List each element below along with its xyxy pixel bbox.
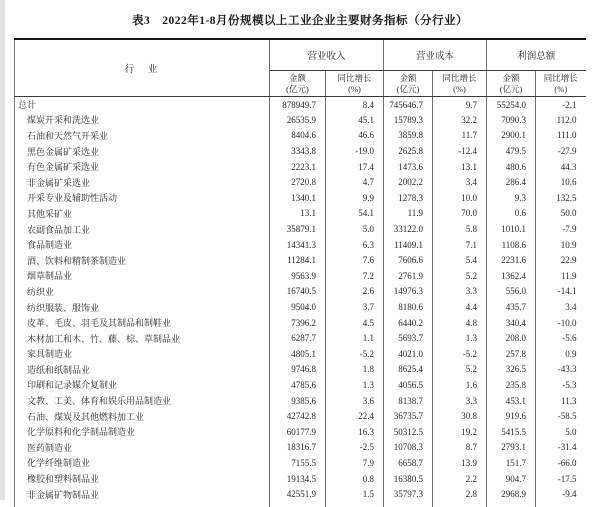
- table-row: [15, 268, 586, 284]
- value-cell: -31.4: [536, 440, 586, 456]
- value-cell: -2.5: [326, 440, 384, 456]
- value-cell: 904.7: [487, 471, 536, 487]
- value-cell: 54.1: [326, 206, 384, 222]
- value-cell: 453.1: [487, 393, 536, 409]
- value-cell: 11.9: [536, 268, 586, 284]
- value-cell: 1.8: [326, 362, 384, 378]
- value-cell: 1.3: [433, 330, 487, 346]
- value-cell: 8.7: [433, 440, 487, 456]
- value-cell: 6287.7: [270, 330, 326, 346]
- value-cell: -7.9: [536, 221, 586, 237]
- table-row: [15, 174, 586, 190]
- subheader-profit-growth: [536, 71, 586, 97]
- value-cell: [326, 502, 384, 507]
- value-cell: 0.8: [326, 471, 384, 487]
- value-cell: 19134.5: [270, 471, 326, 487]
- table-row: [15, 299, 586, 315]
- industry-label: 文教、工美、体育和娱乐用品制造业: [15, 393, 270, 409]
- industry-label: 家具制造业: [15, 346, 270, 362]
- value-cell: 8625.4: [384, 362, 433, 378]
- subheader-line: 金额: [502, 72, 520, 83]
- table-row: [15, 471, 586, 487]
- value-cell: 3.4: [536, 299, 586, 315]
- value-cell: 556.0: [487, 284, 536, 300]
- value-cell: 8404.6: [270, 128, 326, 144]
- value-cell: 9.7: [433, 97, 487, 113]
- table-row: [15, 377, 586, 393]
- value-cell: 55254.0: [487, 97, 536, 113]
- value-cell: [433, 502, 487, 507]
- value-cell: 7396.2: [270, 315, 326, 331]
- value-cell: 2625.8: [384, 143, 433, 159]
- subheader-line: 同比增长: [337, 72, 372, 83]
- value-cell: 5.8: [433, 221, 487, 237]
- value-cell: 5.2: [433, 268, 487, 284]
- value-cell: 4021.0: [384, 346, 433, 362]
- value-cell: 8.4: [326, 97, 384, 113]
- table-row: [15, 408, 586, 424]
- value-cell: 9385.6: [270, 393, 326, 409]
- value-cell: 3.3: [433, 393, 487, 409]
- value-cell: 14976.3: [384, 284, 433, 300]
- value-cell: 2968.9: [487, 486, 536, 502]
- value-cell: -5.3: [536, 377, 586, 393]
- industry-label: [15, 502, 270, 507]
- table-header: [15, 39, 586, 97]
- subheader-cost-growth: [433, 71, 487, 97]
- value-cell: 9563.9: [270, 268, 326, 284]
- value-cell: 42551.9: [270, 486, 326, 502]
- value-cell: -5.2: [433, 346, 487, 362]
- value-cell: 4056.5: [384, 377, 433, 393]
- value-cell: 1473.6: [384, 159, 433, 175]
- industry-label: 食品制造业: [15, 237, 270, 253]
- value-cell: -9.4: [536, 486, 586, 502]
- table-row: [15, 112, 586, 128]
- value-cell: -14.1: [536, 284, 586, 300]
- value-cell: 745646.7: [384, 97, 433, 113]
- value-cell: [487, 502, 536, 507]
- table-row: [15, 424, 586, 440]
- value-cell: 3.7: [326, 299, 384, 315]
- value-cell: 26535.9: [270, 112, 326, 128]
- value-cell: 7.1: [433, 237, 487, 253]
- value-cell: 0.6: [487, 206, 536, 222]
- value-cell: 1.3: [326, 377, 384, 393]
- value-cell: 13.1: [270, 206, 326, 222]
- value-cell: -5.6: [536, 330, 586, 346]
- value-cell: 4805.1: [270, 346, 326, 362]
- value-cell: 2720.8: [270, 174, 326, 190]
- value-cell: 5693.7: [384, 330, 433, 346]
- value-cell: 1.5: [326, 486, 384, 502]
- value-cell: 0.9: [536, 346, 586, 362]
- value-cell: 50.0: [536, 206, 586, 222]
- value-cell: 3.3: [433, 284, 487, 300]
- value-cell: 878949.7: [270, 97, 326, 113]
- industry-label: 化学原料和化学制品制造业: [15, 424, 270, 440]
- value-cell: 11.9: [384, 206, 433, 222]
- page-edge-strip: [0, 0, 5, 500]
- subheader-cost-amount: [384, 71, 433, 97]
- value-cell: 36735.7: [384, 408, 433, 424]
- industry-label: 有色金属矿采选业: [15, 159, 270, 175]
- value-cell: 151.7: [487, 455, 536, 471]
- subheader-line: 同比增长: [543, 72, 578, 83]
- table-row: [15, 159, 586, 175]
- value-cell: -12.4: [433, 143, 487, 159]
- industry-label: 造纸和纸制品业: [15, 362, 270, 378]
- value-cell: 6658.7: [384, 455, 433, 471]
- value-cell: 235.8: [487, 377, 536, 393]
- value-cell: 1.1: [326, 330, 384, 346]
- industry-label: 农副食品加工业: [15, 221, 270, 237]
- value-cell: 5415.5: [487, 424, 536, 440]
- value-cell: -66.0: [536, 455, 586, 471]
- value-cell: 60177.9: [270, 424, 326, 440]
- value-cell: 9746.8: [270, 362, 326, 378]
- table-row: [15, 502, 586, 507]
- value-cell: 1362.4: [487, 268, 536, 284]
- value-cell: -43.3: [536, 362, 586, 378]
- value-cell: 3343.8: [270, 143, 326, 159]
- page-title: 表3 2022年1-8月份规模以上工业企业主要财务指标（分行业）: [131, 15, 469, 27]
- value-cell: 16380.5: [384, 471, 433, 487]
- value-cell: -5.2: [326, 346, 384, 362]
- value-cell: [270, 502, 326, 507]
- value-cell: 2761.9: [384, 268, 433, 284]
- value-cell: 18316.7: [270, 440, 326, 456]
- value-cell: 480.6: [487, 159, 536, 175]
- value-cell: 2002.2: [384, 174, 433, 190]
- industry-label: 非金属矿采选业: [15, 174, 270, 190]
- value-cell: 7090.3: [487, 112, 536, 128]
- table-row: [15, 362, 586, 378]
- value-cell: 10.9: [536, 237, 586, 253]
- table-row: [15, 284, 586, 300]
- column-group-operating-cost: 营业成本: [384, 39, 487, 71]
- value-cell: 4.4: [433, 299, 487, 315]
- industry-label: 煤炭开采和洗选业: [15, 112, 270, 128]
- industry-label: 纺织服装、服饰业: [15, 299, 270, 315]
- value-cell: 11.7: [433, 128, 487, 144]
- subheader-line: (亿元): [499, 83, 523, 94]
- value-cell: 2223.1: [270, 159, 326, 175]
- value-cell: 5.4: [433, 252, 487, 268]
- subheader-revenue-amount: [270, 71, 326, 97]
- value-cell: 35797.3: [384, 486, 433, 502]
- industry-label: 纺织业: [15, 284, 270, 300]
- table-row: [15, 330, 586, 346]
- value-cell: -17.5: [536, 471, 586, 487]
- industry-label: 石油、煤炭及其他燃料加工业: [15, 408, 270, 424]
- value-cell: 7155.5: [270, 455, 326, 471]
- subheader-revenue-growth: [326, 71, 384, 97]
- subheader-line: (%): [348, 83, 361, 94]
- value-cell: 6.3: [326, 237, 384, 253]
- column-group-operating-revenue: 营业收入: [270, 39, 384, 71]
- value-cell: 4.7: [326, 174, 384, 190]
- table-row: [15, 143, 586, 159]
- value-cell: 1108.6: [487, 237, 536, 253]
- value-cell: 919.6: [487, 408, 536, 424]
- value-cell: 4.8: [433, 315, 487, 331]
- value-cell: 50312.5: [384, 424, 433, 440]
- industry-label: 医药制造业: [15, 440, 270, 456]
- table-row: [15, 393, 586, 409]
- value-cell: 16740.5: [270, 284, 326, 300]
- table-row: [15, 221, 586, 237]
- value-cell: [384, 502, 433, 507]
- subheader-line: (%): [554, 83, 568, 94]
- industry-label: 木材加工和木、竹、藤、棕、草制品业: [15, 330, 270, 346]
- value-cell: 35879.1: [270, 221, 326, 237]
- value-cell: 435.7: [487, 299, 536, 315]
- value-cell: 5.0: [536, 424, 586, 440]
- value-cell: 2900.1: [487, 128, 536, 144]
- value-cell: 46.6: [326, 128, 384, 144]
- value-cell: 2.2: [433, 471, 487, 487]
- column-group-total-profit: 利润总额: [487, 39, 586, 71]
- value-cell: -58.5: [536, 408, 586, 424]
- subheader-line: 金额: [399, 72, 417, 83]
- table-row: [15, 190, 586, 206]
- value-cell: 132.5: [536, 190, 586, 206]
- industry-label: 黑色金属矿采选业: [15, 143, 270, 159]
- value-cell: 14341.3: [270, 237, 326, 253]
- table-body: [15, 97, 586, 507]
- value-cell: 44.3: [536, 159, 586, 175]
- industry-label: 皮革、毛皮、羽毛及其制品和制鞋业: [15, 315, 270, 331]
- table-row: [15, 128, 586, 144]
- value-cell: -19.0: [326, 143, 384, 159]
- value-cell: 2793.1: [487, 440, 536, 456]
- value-cell: 286.4: [487, 174, 536, 190]
- table-row: [15, 440, 586, 456]
- title-bar: [0, 0, 600, 38]
- value-cell: 326.5: [487, 362, 536, 378]
- column-header-industry: 行 业: [15, 39, 270, 97]
- value-cell: 10708.3: [384, 440, 433, 456]
- value-cell: 15789.3: [384, 112, 433, 128]
- industry-label: 酒、饮料和精制茶制造业: [15, 252, 270, 268]
- table-row: [15, 455, 586, 471]
- value-cell: 7.9: [326, 455, 384, 471]
- table-row: [15, 97, 586, 113]
- value-cell: 3.6: [326, 393, 384, 409]
- value-cell: 8180.6: [384, 299, 433, 315]
- value-cell: 1278.3: [384, 190, 433, 206]
- table-row: [15, 237, 586, 253]
- value-cell: 8138.7: [384, 393, 433, 409]
- value-cell: 7.2: [326, 268, 384, 284]
- subheader-line: 同比增长: [442, 72, 477, 83]
- value-cell: 4785.6: [270, 377, 326, 393]
- industry-label: 橡胶和塑料制品业: [15, 471, 270, 487]
- value-cell: 33122.0: [384, 221, 433, 237]
- table-row: [15, 346, 586, 362]
- industry-label: 其他采矿业: [15, 206, 270, 222]
- table-row: [15, 206, 586, 222]
- value-cell: 32.2: [433, 112, 487, 128]
- value-cell: 5.2: [433, 362, 487, 378]
- value-cell: 70.0: [433, 206, 487, 222]
- value-cell: 13.1: [433, 159, 487, 175]
- subheader-line: (亿元): [396, 83, 420, 94]
- value-cell: 340.4: [487, 315, 536, 331]
- value-cell: 2.6: [326, 284, 384, 300]
- value-cell: 45.1: [326, 112, 384, 128]
- value-cell: [536, 502, 586, 507]
- value-cell: -10.0: [536, 315, 586, 331]
- industry-label: 总计: [15, 97, 270, 113]
- value-cell: 2231.6: [487, 252, 536, 268]
- subheader-line: 金额: [288, 72, 306, 83]
- industry-label: 印刷和记录媒介复制业: [15, 377, 270, 393]
- industry-label: 非金属矿物制品业: [15, 486, 270, 502]
- value-cell: 19.2: [433, 424, 487, 440]
- value-cell: 22.4: [326, 408, 384, 424]
- value-cell: 1.6: [433, 377, 487, 393]
- value-cell: 11409.1: [384, 237, 433, 253]
- value-cell: 7606.6: [384, 252, 433, 268]
- industry-label: 开采专业及辅助性活动: [15, 190, 270, 206]
- value-cell: 6440.2: [384, 315, 433, 331]
- value-cell: 30.8: [433, 408, 487, 424]
- financial-indicators-table: [14, 38, 586, 507]
- value-cell: 5.0: [326, 221, 384, 237]
- industry-label: 石油和天然气开采业: [15, 128, 270, 144]
- value-cell: 3.4: [433, 174, 487, 190]
- subheader-profit-amount: [487, 71, 536, 97]
- value-cell: 9504.0: [270, 299, 326, 315]
- subheader-line: (亿元): [286, 83, 309, 94]
- table-row: [15, 315, 586, 331]
- value-cell: 10.0: [433, 190, 487, 206]
- value-cell: -27.9: [536, 143, 586, 159]
- value-cell: 22.9: [536, 252, 586, 268]
- value-cell: 11.3: [536, 393, 586, 409]
- value-cell: 11284.1: [270, 252, 326, 268]
- industry-label: 烟草制品业: [15, 268, 270, 284]
- value-cell: 1010.1: [487, 221, 536, 237]
- subheader-line: (%): [453, 83, 466, 94]
- value-cell: 7.6: [326, 252, 384, 268]
- value-cell: 2.8: [433, 486, 487, 502]
- value-cell: 10.6: [536, 174, 586, 190]
- value-cell: 4.5: [326, 315, 384, 331]
- value-cell: 208.0: [487, 330, 536, 346]
- value-cell: 1340.1: [270, 190, 326, 206]
- value-cell: -2.1: [536, 97, 586, 113]
- value-cell: 13.9: [433, 455, 487, 471]
- value-cell: 17.4: [326, 159, 384, 175]
- value-cell: 16.3: [326, 424, 384, 440]
- value-cell: 257.8: [487, 346, 536, 362]
- value-cell: 3859.8: [384, 128, 433, 144]
- table-row: [15, 252, 586, 268]
- value-cell: 9.9: [326, 190, 384, 206]
- industry-label: 化学纤维制造业: [15, 455, 270, 471]
- value-cell: 42742.8: [270, 408, 326, 424]
- value-cell: 479.5: [487, 143, 536, 159]
- value-cell: 112.0: [536, 112, 586, 128]
- value-cell: 9.3: [487, 190, 536, 206]
- value-cell: 111.0: [536, 128, 586, 144]
